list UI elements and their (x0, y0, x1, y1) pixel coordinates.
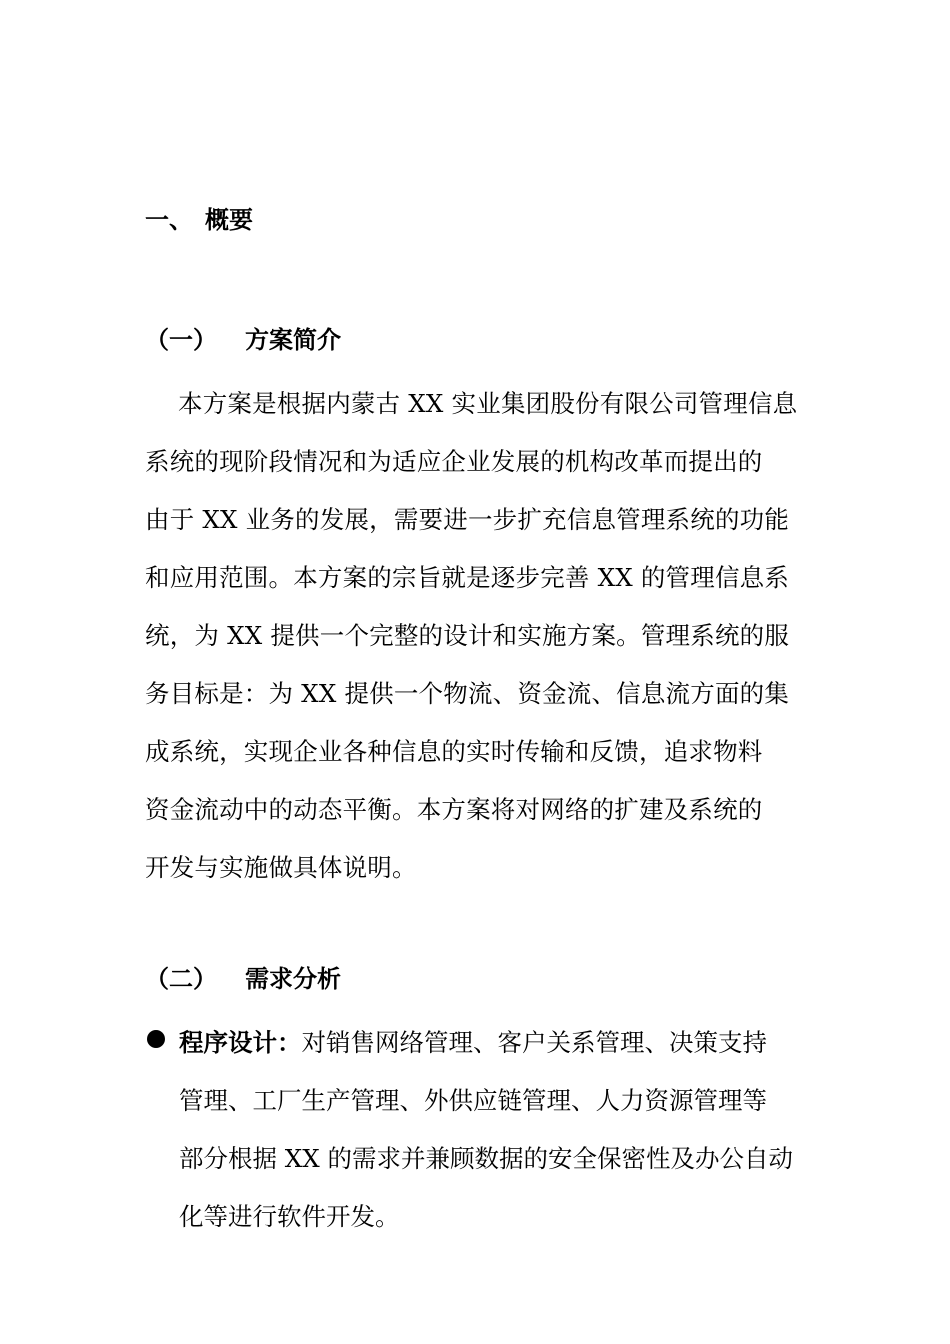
bullet-first-line (179, 1014, 807, 1072)
subsection-title: 需求分析 (245, 965, 341, 993)
paragraph-line: 开发与实施做具体说明。 (145, 853, 417, 882)
bullet-label: 程序设计： (179, 1028, 302, 1057)
section-title: 概要 (205, 206, 253, 234)
paragraph-line: 务目标是：为 XX 提供一个物流、资金流、信息流方面的集 (145, 679, 790, 708)
paragraph-line: 和应用范围。本方案的宗旨就是逐步完善 XX 的管理信息系 (145, 563, 790, 592)
section-number: 一、 (145, 206, 193, 234)
paragraph-line: 系统的现阶段情况和为适应企业发展的机构改革而提出的 (145, 447, 763, 476)
bullet-icon (147, 1030, 165, 1048)
subsection-number: （二） (145, 965, 217, 993)
subsection-heading-requirements (145, 962, 341, 996)
paragraph-line: 成系统，实现企业各种信息的实时传输和反馈，追求物料 (145, 737, 763, 766)
subsection-heading-intro (145, 323, 341, 357)
bullet-line: 化等进行软件开发。 (179, 1202, 400, 1231)
intro-paragraph (145, 375, 807, 897)
subsection-number: （一） (145, 326, 217, 354)
paragraph-line: 由于 XX 业务的发展，需要进一步扩充信息管理系统的功能 (145, 505, 790, 534)
paragraph-line: 资金流动中的动态平衡。本方案将对网络的扩建及系统的 (145, 795, 763, 824)
subsection-title: 方案简介 (245, 326, 341, 354)
bullet-line: 管理、工厂生产管理、外供应链管理、人力资源管理等 (179, 1086, 767, 1115)
bullet-first-text: 对销售网络管理、客户关系管理、决策支持 (301, 1028, 767, 1057)
bullet-line: 部分根据 XX 的需求并兼顾数据的安全保密性及办公自动 (179, 1144, 793, 1173)
paragraph-line: 统，为 XX 提供一个完整的设计和实施方案。管理系统的服 (145, 621, 790, 650)
paragraph-line: 本方案是根据内蒙古 XX 实业集团股份有限公司管理信息 (178, 389, 798, 418)
section-heading-overview (145, 203, 253, 237)
bullet-text (179, 1014, 807, 1246)
